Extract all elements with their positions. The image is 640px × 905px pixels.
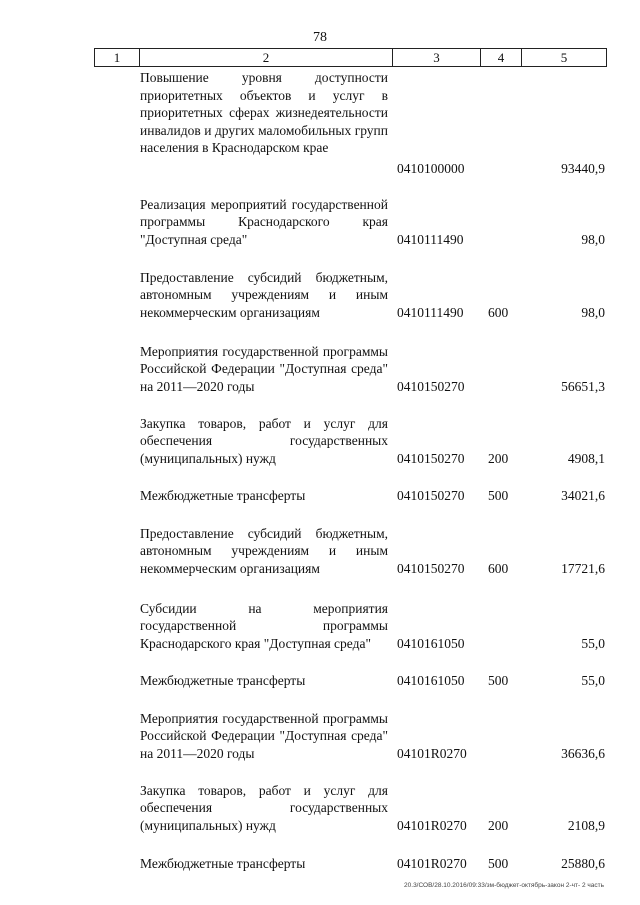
row-code: 0410150270: [397, 450, 465, 466]
row-name: Межбюджетные трансферты: [140, 487, 306, 503]
budget-rows: [0, 69, 640, 872]
row-amount: 56651,3: [561, 378, 605, 394]
table-row: [0, 577, 640, 652]
column-header-5: 5: [522, 49, 607, 67]
row-code: 0410161050: [397, 672, 465, 688]
row-name: Межбюджетные трансферты: [140, 672, 306, 688]
row-amount: 4908,1: [567, 450, 605, 466]
row-code: 0410161050: [397, 635, 465, 651]
row-type: 500: [488, 487, 509, 503]
table-row: [0, 248, 640, 321]
row-code: 04101R0270: [397, 745, 467, 761]
row-code: 04101R0270: [397, 855, 467, 871]
column-header-4: 4: [481, 49, 522, 67]
column-header-3: 3: [393, 49, 481, 67]
table-row: [0, 834, 640, 872]
row-type: 600: [488, 304, 509, 320]
row-name: Межбюджетные трансферты: [140, 855, 306, 871]
row-type: 200: [488, 817, 509, 833]
row-amount: 17721,6: [561, 560, 605, 576]
document-footer: 20.3/СОВ/28.10.2016/09:33/зм-бюджет-октябрь-закон 2-чт- 2 часть: [404, 882, 604, 889]
row-name: Закупка товаров, работ и услуг для обеспечения государственных (муниципальных) нужд: [140, 782, 388, 833]
row-code: 0410150270: [397, 560, 465, 576]
table-row: [0, 504, 640, 577]
column-header-table: [94, 48, 607, 67]
row-name: Закупка товаров, работ и услуг для обеспечения государственных (муниципальных) нужд: [140, 415, 388, 466]
page-number: 78: [313, 30, 327, 45]
row-amount: 55,0: [581, 672, 605, 688]
row-type: 500: [488, 672, 509, 688]
row-code: 0410150270: [397, 487, 465, 503]
row-name: Реализация мероприятий государственной программы Краснодарского края "Доступная среда": [140, 196, 388, 247]
row-amount: 34021,6: [561, 487, 605, 503]
table-row: [0, 762, 640, 834]
table-row: [0, 467, 640, 504]
table-row: [0, 652, 640, 689]
row-type: 200: [488, 450, 509, 466]
row-name: Мероприятия государственной программы Российской Федерации "Доступная среда" на 2011—2020 годы: [140, 710, 388, 761]
row-code: 0410100000: [397, 160, 465, 176]
table-row: [0, 689, 640, 762]
table-row: [0, 321, 640, 395]
row-amount: 2108,9: [567, 817, 605, 833]
table-row: [0, 177, 640, 248]
row-code: 0410111490: [397, 304, 464, 320]
row-type: 600: [488, 560, 509, 576]
row-name: Предоставление субсидий бюджетным, автономным учреждениям и иным некоммерческим организациям: [140, 269, 388, 320]
column-header-1: 1: [95, 49, 140, 67]
row-name: Субсидии на мероприятия государственной программы Краснодарского края "Доступная среда": [140, 600, 388, 651]
row-amount: 55,0: [581, 635, 605, 651]
table-row: [0, 69, 640, 177]
row-amount: 98,0: [581, 231, 605, 247]
row-type: 500: [488, 855, 509, 871]
table-row: [0, 395, 640, 467]
row-code: 04101R0270: [397, 817, 467, 833]
row-code: 0410111490: [397, 231, 464, 247]
row-name: Предоставление субсидий бюджетным, автономным учреждениям и иным некоммерческим организациям: [140, 525, 388, 576]
row-amount: 98,0: [581, 304, 605, 320]
row-amount: 36636,6: [561, 745, 605, 761]
row-code: 0410150270: [397, 378, 465, 394]
row-name: Мероприятия государственной программы Российской Федерации "Доступная среда" на 2011—2020 годы: [140, 343, 388, 394]
row-amount: 25880,6: [561, 855, 605, 871]
column-header-2: 2: [140, 49, 393, 67]
row-name: Повышение уровня доступности приоритетных объектов и услуг в приоритетных сферах жизнедеятельности инвалидов и других маломобильных групп населения в Краснодарском крае: [140, 70, 388, 155]
row-amount: 93440,9: [561, 160, 605, 176]
